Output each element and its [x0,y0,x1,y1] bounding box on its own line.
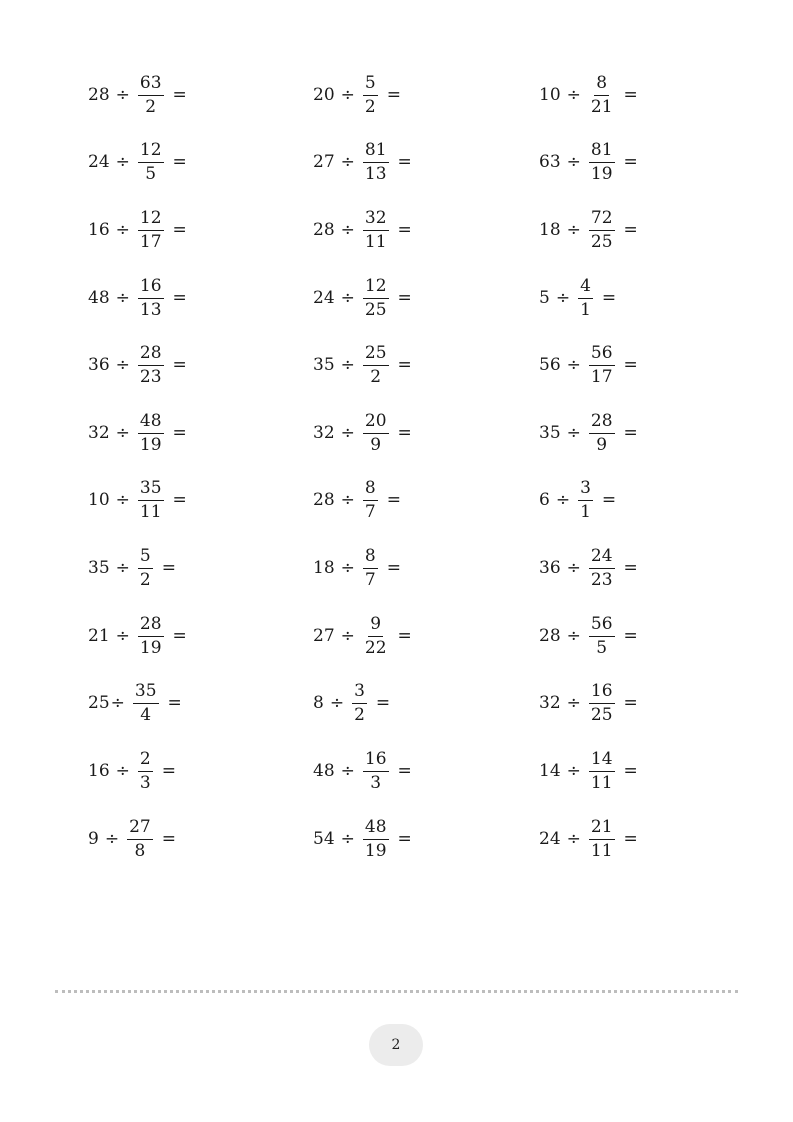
divisor-fraction [363,477,378,522]
fraction-denominator: 17 [590,366,613,387]
fraction-denominator: 19 [139,434,162,455]
division-problem [88,65,187,125]
equals-sign: = [167,693,182,713]
divide-sign: ÷ [555,490,571,510]
divide-sign: ÷ [566,626,581,646]
divide-sign: ÷ [340,423,355,443]
fraction-numerator: 28 [138,345,164,366]
divide-sign: ÷ [110,693,125,713]
divisor-fraction [578,275,593,320]
fraction-denominator: 7 [364,569,376,590]
fraction-numerator: 28 [589,413,615,434]
dividend: 16 [88,220,110,240]
division-problem [88,673,182,733]
divisor-fraction [589,545,615,590]
dividend: 35 [88,558,110,578]
division-problem [539,200,638,260]
fraction-numerator: 27 [127,819,153,840]
fraction-numerator: 3 [352,683,367,704]
fraction-numerator: 35 [138,480,164,501]
divide-sign: ÷ [340,355,355,375]
equals-sign: = [397,423,412,443]
fraction-numerator: 81 [589,142,615,163]
divisor-fraction [363,748,389,793]
dividend: 35 [539,423,561,443]
divide-sign: ÷ [340,288,355,308]
dividend: 5 [539,288,550,308]
fraction-numerator: 48 [363,819,389,840]
divisor-fraction [578,477,593,522]
division-problem [88,268,187,328]
fraction-denominator: 2 [354,704,365,725]
divide-sign: ÷ [340,626,355,646]
dividend: 32 [313,423,335,443]
division-problem [88,538,176,598]
divide-sign: ÷ [104,829,120,849]
equals-sign: = [397,355,412,375]
fraction-denominator: 23 [590,569,613,590]
division-problem [88,809,176,869]
equals-sign: = [161,761,176,781]
problem-row [0,200,793,260]
fraction-numerator: 4 [578,278,593,299]
fraction-numerator: 35 [133,683,159,704]
divisor-fraction [363,207,389,252]
division-problem [539,132,638,192]
equals-sign: = [397,152,412,172]
equals-sign: = [601,490,617,510]
division-problem [539,741,638,801]
dividend: 24 [539,829,561,849]
equals-sign: = [397,288,412,308]
divide-sign: ÷ [566,761,581,781]
divide-sign: ÷ [566,220,581,240]
equals-sign: = [623,85,638,105]
dividend: 14 [539,761,561,781]
fraction-numerator: 20 [363,413,389,434]
divisor-fraction [589,680,615,725]
page-number: 2 [391,1037,401,1053]
division-problem [313,470,401,530]
fraction-denominator: 19 [590,163,613,184]
division-problem [313,335,412,395]
divide-sign: ÷ [340,490,355,510]
fraction-numerator: 12 [138,210,164,231]
division-problem [88,403,187,463]
divisor-fraction [363,410,389,455]
division-problem [539,268,616,328]
problem-row [0,132,793,192]
divisor-fraction [138,613,164,658]
dividend: 36 [539,558,561,578]
dividend: 48 [313,761,335,781]
dividend: 18 [539,220,561,240]
division-problem [539,538,638,598]
dividend: 63 [539,152,561,172]
fraction-numerator: 8 [363,548,378,569]
equals-sign: = [623,355,638,375]
dividend: 36 [88,355,110,375]
dividend: 35 [313,355,335,375]
fraction-denominator: 25 [364,299,387,320]
divisor-fraction [138,207,164,252]
dividend: 28 [539,626,561,646]
divide-sign: ÷ [340,85,355,105]
divisor-fraction [133,680,159,725]
division-problem [313,741,412,801]
fraction-numerator: 56 [589,616,615,637]
equals-sign: = [172,220,187,240]
divisor-fraction [138,477,164,522]
divide-sign: ÷ [115,558,130,578]
fraction-numerator: 16 [138,278,164,299]
equals-sign: = [623,220,638,240]
divisor-fraction [138,410,164,455]
divide-sign: ÷ [115,288,130,308]
dividend: 28 [88,85,110,105]
fraction-denominator: 22 [364,637,387,658]
fraction-numerator: 5 [138,548,153,569]
division-problem [88,335,187,395]
fraction-denominator: 11 [590,772,613,793]
dividend: 28 [313,490,335,510]
fraction-numerator: 14 [589,751,615,772]
fraction-numerator: 16 [589,683,615,704]
divide-sign: ÷ [566,693,581,713]
problem-row [0,673,793,733]
fraction-denominator: 5 [145,163,157,184]
equals-sign: = [172,626,187,646]
equals-sign: = [397,220,412,240]
divide-sign: ÷ [329,693,345,713]
fraction-denominator: 9 [596,434,608,455]
divide-sign: ÷ [340,761,355,781]
division-problem [539,470,616,530]
division-problem [313,132,412,192]
equals-sign: = [386,490,401,510]
fraction-denominator: 11 [590,840,613,861]
fraction-denominator: 2 [370,366,382,387]
dividend: 6 [539,490,550,510]
equals-sign: = [161,829,176,849]
divide-sign: ÷ [115,423,130,443]
divisor-fraction [589,613,615,658]
dividend: 48 [88,288,110,308]
page-number-badge [369,1024,423,1066]
fraction-numerator: 16 [363,751,389,772]
equals-sign: = [397,626,412,646]
division-problem [313,403,412,463]
divisor-fraction [363,139,389,184]
equals-sign: = [623,829,638,849]
divide-sign: ÷ [566,85,581,105]
fraction-denominator: 19 [139,637,162,658]
divide-sign: ÷ [115,490,130,510]
fraction-numerator: 5 [363,75,378,96]
fraction-denominator: 13 [139,299,162,320]
division-problem [539,673,638,733]
equals-sign: = [601,288,617,308]
dividend: 20 [313,85,335,105]
problem-row [0,335,793,395]
division-problem [88,741,176,801]
division-problem [88,606,187,666]
divisor-fraction [138,748,153,793]
fraction-numerator: 48 [138,413,164,434]
fraction-numerator: 56 [589,345,615,366]
fraction-numerator: 3 [578,480,593,501]
divide-sign: ÷ [566,558,581,578]
fraction-numerator: 28 [138,616,164,637]
fraction-denominator: 1 [580,501,591,522]
fraction-numerator: 8 [594,75,609,96]
fraction-denominator: 3 [139,772,151,793]
divide-sign: ÷ [115,355,130,375]
problem-row [0,470,793,530]
divisor-fraction [363,816,389,861]
divisor-fraction [352,680,367,725]
divisor-fraction [127,816,153,861]
dividend: 9 [88,829,99,849]
fraction-denominator: 4 [140,704,152,725]
dividend: 28 [313,220,335,240]
problem-row [0,809,793,869]
problem-row [0,65,793,125]
fraction-denominator: 2 [139,569,151,590]
divisor-fraction [589,410,615,455]
fraction-denominator: 8 [134,840,146,861]
dividend: 27 [313,152,335,172]
equals-sign: = [386,85,401,105]
equals-sign: = [623,152,638,172]
dividend: 56 [539,355,561,375]
equals-sign: = [172,355,187,375]
fraction-numerator: 63 [138,75,164,96]
divide-sign: ÷ [340,829,355,849]
equals-sign: = [172,85,187,105]
dividend: 27 [313,626,335,646]
divisor-fraction [589,207,615,252]
division-problem [539,65,638,125]
division-problem [88,470,187,530]
fraction-numerator: 81 [363,142,389,163]
dividend: 10 [88,490,110,510]
equals-sign: = [172,490,187,510]
divisor-fraction [589,748,615,793]
fraction-denominator: 9 [370,434,382,455]
problem-row [0,268,793,328]
fraction-numerator: 32 [363,210,389,231]
divisor-fraction [138,72,164,117]
fraction-denominator: 25 [590,704,613,725]
divisor-fraction [363,613,389,658]
dividend: 32 [539,693,561,713]
fraction-numerator: 8 [363,480,378,501]
divide-sign: ÷ [566,423,581,443]
divisor-fraction [138,139,164,184]
equals-sign: = [172,423,187,443]
division-problem [313,606,412,666]
problem-row [0,538,793,598]
problem-row [0,741,793,801]
fraction-denominator: 2 [364,96,376,117]
equals-sign: = [397,829,412,849]
divisor-fraction [138,275,164,320]
divisor-fraction [138,342,164,387]
divide-sign: ÷ [115,220,130,240]
fraction-numerator: 24 [589,548,615,569]
dividend: 10 [539,85,561,105]
fraction-denominator: 25 [590,231,613,252]
fraction-numerator: 12 [138,142,164,163]
fraction-numerator: 21 [589,819,615,840]
divide-sign: ÷ [566,829,581,849]
dividend: 32 [88,423,110,443]
divisor-fraction [589,72,615,117]
dividend: 16 [88,761,110,781]
problem-row [0,403,793,463]
fraction-numerator: 9 [368,616,383,637]
fraction-numerator: 25 [363,345,389,366]
fraction-denominator: 11 [364,231,387,252]
fraction-denominator: 5 [596,637,608,658]
division-problem [539,606,638,666]
problem-row [0,606,793,666]
dividend: 54 [313,829,335,849]
division-problem [313,538,401,598]
fraction-denominator: 17 [139,231,162,252]
equals-sign: = [623,693,638,713]
dividend: 25 [88,693,110,713]
equals-sign: = [172,288,187,308]
fraction-denominator: 13 [364,163,387,184]
equals-sign: = [623,558,638,578]
equals-sign: = [386,558,401,578]
division-problem [313,65,401,125]
dividend: 21 [88,626,110,646]
divisor-fraction [589,139,615,184]
equals-sign: = [623,626,638,646]
fraction-denominator: 23 [139,366,162,387]
divisor-fraction [363,545,378,590]
equals-sign: = [172,152,187,172]
fraction-numerator: 72 [589,210,615,231]
equals-sign: = [375,693,391,713]
fraction-denominator: 3 [370,772,382,793]
divisor-fraction [138,545,153,590]
divide-sign: ÷ [340,152,355,172]
divide-sign: ÷ [115,85,130,105]
dividend: 24 [313,288,335,308]
dotted-divider [55,990,738,993]
division-problem [313,809,412,869]
fraction-denominator: 7 [364,501,376,522]
divide-sign: ÷ [555,288,571,308]
divisor-fraction [589,342,615,387]
fraction-denominator: 1 [580,299,591,320]
division-problem [539,809,638,869]
divide-sign: ÷ [115,761,130,781]
divide-sign: ÷ [566,152,581,172]
divide-sign: ÷ [115,626,130,646]
fraction-denominator: 11 [139,501,162,522]
equals-sign: = [397,761,412,781]
dividend: 18 [313,558,335,578]
divide-sign: ÷ [340,220,355,240]
divisor-fraction [589,816,615,861]
fraction-numerator: 12 [363,278,389,299]
division-problem [313,200,412,260]
division-problem [313,268,412,328]
fraction-numerator: 2 [138,751,153,772]
dividend: 24 [88,152,110,172]
divisor-fraction [363,342,389,387]
equals-sign: = [623,423,638,443]
divisor-fraction [363,72,378,117]
equals-sign: = [623,761,638,781]
divide-sign: ÷ [566,355,581,375]
equals-sign: = [161,558,176,578]
divide-sign: ÷ [340,558,355,578]
fraction-denominator: 19 [364,840,387,861]
division-problem [539,335,638,395]
division-problem [88,132,187,192]
dividend: 8 [313,693,324,713]
fraction-denominator: 21 [590,96,613,117]
fraction-denominator: 2 [145,96,157,117]
divide-sign: ÷ [115,152,130,172]
divisor-fraction [363,275,389,320]
division-problem [539,403,638,463]
division-problem [313,673,390,733]
division-problem [88,200,187,260]
